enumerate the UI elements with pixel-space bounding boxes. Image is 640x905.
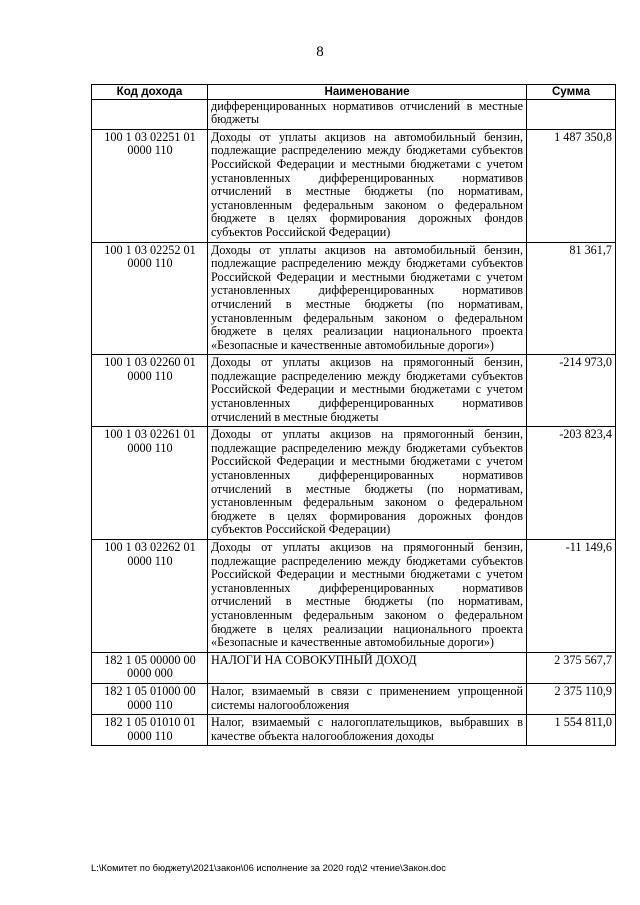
header-code: Код дохода <box>92 85 208 100</box>
page-number: 8 <box>316 44 324 60</box>
table-header-row <box>92 85 616 100</box>
table-row-continuation <box>92 99 616 129</box>
cell-sum <box>527 99 616 129</box>
cell-name: дифференцированных нормативов отчислений в местные бюджеты <box>208 99 527 129</box>
cell-sum: 1 487 350,8 <box>527 129 616 242</box>
cell-code: 182 1 05 00000 00 0000 000 <box>92 652 208 683</box>
table-row <box>92 129 616 242</box>
cell-sum: -203 823,4 <box>527 427 616 540</box>
cell-sum: 1 554 811,0 <box>527 715 616 746</box>
table-row <box>92 540 616 653</box>
cell-name: Доходы от уплаты акцизов на прямогонный бензин, подлежащие распределению между бюджетами субъектов Российской Федерации и местными бюджетами с учетом установленных дифференцированных нормативов отчислений в местные бюджеты (по нормативам, установленным федеральным законом о федеральном бюджете в целях формирования дорожных фондов субъектов Российской Федерации) <box>208 427 527 540</box>
cell-name: Налог, взимаемый с налогоплательщиков, выбравших в качестве объекта налогообложения доходы <box>208 715 527 746</box>
cell-code: 100 1 03 02262 01 0000 110 <box>92 540 208 653</box>
cell-sum: 2 375 110,9 <box>527 683 616 714</box>
cell-sum: -214 973,0 <box>527 355 616 427</box>
cell-code: 100 1 03 02260 01 0000 110 <box>92 355 208 427</box>
table-row <box>92 427 616 540</box>
cell-name: Доходы от уплаты акцизов на автомобильный бензин, подлежащие распределению между бюджетами субъектов Российской Федерации и местными бюджетами с учетом установленных дифференцированных нормативов отчислений в местные бюджеты (по нормативам, установленным федеральным законом о федеральном бюджете в целях реализации национального проекта «Безопасные и качественные автомобильные дороги») <box>208 242 527 355</box>
header-sum: Сумма <box>527 85 616 100</box>
revenue-table <box>91 84 616 746</box>
cell-code: 100 1 03 02252 01 0000 110 <box>92 242 208 355</box>
cell-name: Доходы от уплаты акцизов на прямогонный бензин, подлежащие распределению между бюджетами субъектов Российской Федерации и местными бюджетами с учетом установленных дифференцированных нормативов отчислений в местные бюджеты (по нормативам, установленным федеральным законом о федеральном бюджете в целях реализации национального проекта «Безопасные и качественные автомобильные дороги») <box>208 540 527 653</box>
cell-name: НАЛОГИ НА СОВОКУПНЫЙ ДОХОД <box>208 652 527 683</box>
table-row <box>92 355 616 427</box>
footer-file-path: L:\Комитет по бюджету\2021\закон\06 исполнение за 2020 год\2 чтение\Закон.doc <box>91 862 446 873</box>
table-row <box>92 652 616 683</box>
cell-sum: 81 361,7 <box>527 242 616 355</box>
table-row <box>92 683 616 714</box>
cell-name: Доходы от уплаты акцизов на автомобильный бензин, подлежащие распределению между бюджетами субъектов Российской Федерации и местными бюджетами с учетом установленных дифференцированных нормативов отчислений в местные бюджеты (по нормативам, установленным федеральным законом о федеральном бюджете в целях формирования дорожных фондов субъектов Российской Федерации) <box>208 129 527 242</box>
cell-code: 100 1 03 02251 01 0000 110 <box>92 129 208 242</box>
cell-sum: 2 375 567,7 <box>527 652 616 683</box>
cell-code <box>92 99 208 129</box>
table-row <box>92 715 616 746</box>
cell-name: Доходы от уплаты акцизов на прямогонный бензин, подлежащие распределению между бюджетами субъектов Российской Федерации и местными бюджетами с учетом установленных дифференцированных нормативов отчислений в местные бюджеты <box>208 355 527 427</box>
header-name: Наименование <box>208 85 527 100</box>
cell-code: 100 1 03 02261 01 0000 110 <box>92 427 208 540</box>
cell-code: 182 1 05 01000 00 0000 110 <box>92 683 208 714</box>
cell-code: 182 1 05 01010 01 0000 110 <box>92 715 208 746</box>
table-row <box>92 242 616 355</box>
cell-sum: -11 149,6 <box>527 540 616 653</box>
cell-name: Налог, взимаемый в связи с применением упрощенной системы налогообложения <box>208 683 527 714</box>
